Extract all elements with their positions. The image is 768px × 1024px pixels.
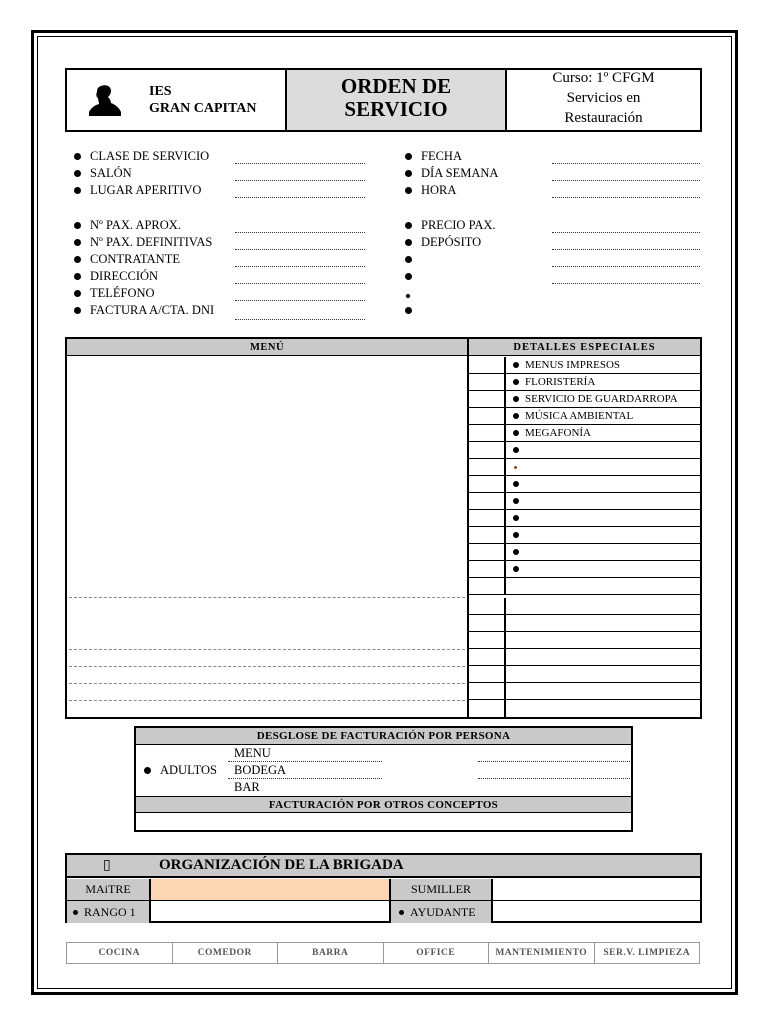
field-label: DIRECCIÓN [90,269,159,283]
field-deposito [405,234,481,251]
detail-check-cell[interactable] [469,425,506,441]
billing-item-bar: BAR [234,780,260,794]
detail-check-cell[interactable] [469,357,506,373]
bullet-icon [144,767,151,774]
adults-label [144,763,217,778]
billing-header: DESGLOSE DE FACTURACIÓN POR PERSONA [136,728,631,745]
bullet-icon [513,447,519,453]
field-label: FECHA [421,149,462,163]
brigade-icon: ▯ [103,858,111,873]
detail-label: MÚSICA AMBIENTAL [525,410,634,422]
detail-check-cell[interactable] [469,632,506,648]
bullet-icon [513,413,519,419]
pax-definitivas-input[interactable] [235,249,365,250]
billing-item-bodega: BODEGA [234,763,287,777]
detail-row[interactable] [469,632,700,649]
field-precio-pax [405,217,496,234]
bullet-icon [405,273,412,280]
field-label: DÍA SEMANA [421,166,499,180]
detail-row[interactable] [469,374,700,391]
detail-row[interactable] [469,476,700,493]
bullet-icon [405,256,412,263]
course-line-3: Restauración [564,110,643,126]
bullet-icon [405,239,412,246]
billing-table [134,726,633,832]
bullet-icon [74,170,81,177]
bullet-icon [405,307,412,314]
bullet-icon [399,910,404,915]
bullet-icon [74,239,81,246]
field-telefono [74,285,155,302]
sumiller-input[interactable] [493,879,700,901]
bullet-icon [513,532,519,538]
bullet-icon [74,256,81,263]
detail-row[interactable] [469,700,700,717]
menu-dash-line [69,700,465,701]
tab-mantenimiento[interactable]: MANTENIMIENTO [489,943,595,963]
bullet-icon [513,515,519,521]
detail-check-cell[interactable] [469,544,506,560]
brigade-title: ORGANIZACIÓN DE LA BRIGADA [159,857,404,873]
pax-aprox-input[interactable] [235,232,365,233]
school-block [67,70,287,130]
factura-dni-input[interactable] [235,319,365,320]
billing-other-input[interactable] [136,814,631,830]
detail-check-cell[interactable] [469,442,506,458]
maitre-input[interactable] [151,879,391,901]
field-hora [405,182,456,199]
rango-text: RANGO 1 [84,904,136,919]
field-fecha [405,148,462,165]
detail-row[interactable] [469,649,700,666]
bullet-icon [513,549,519,555]
detail-row[interactable] [469,578,700,595]
detail-check-cell[interactable] [469,493,506,509]
field-label: TELÉFONO [90,286,155,300]
fecha-input[interactable] [552,163,700,164]
detail-check-cell[interactable] [469,459,506,475]
detail-check-cell[interactable] [469,615,506,631]
field-label: Nº PAX. APROX. [90,218,181,232]
detail-row[interactable] [469,615,700,632]
menu-text-area[interactable] [67,357,467,717]
bullet-icon [405,170,412,177]
tab-barra[interactable]: BARRA [278,943,384,963]
menu-dash-line [69,597,465,598]
detail-row[interactable] [469,598,700,615]
precio-pax-input[interactable] [552,232,700,233]
telefono-input[interactable] [235,300,365,301]
detail-row[interactable] [469,666,700,683]
course-line-2: Servicios en [566,90,641,106]
dia-semana-input[interactable] [552,180,700,181]
detail-row[interactable] [469,425,700,442]
detail-check-cell[interactable] [469,598,506,614]
bullet-icon [513,379,519,385]
brigade-header [67,855,700,878]
field-label: HORA [421,183,457,197]
title-line-2: SERVICIO [344,97,448,121]
bullet-icon [74,273,81,280]
detail-row[interactable] [469,561,700,578]
bullet-icon [74,187,81,194]
detail-label: MENUS IMPRESOS [525,359,621,371]
field-lugar-aperitivo [74,182,201,199]
detail-row[interactable] [469,527,700,544]
school-line-1: IES [149,84,172,99]
billing-item-menu: MENU [234,746,271,760]
ayudante-label [391,901,493,923]
rango-label [67,901,151,923]
field-salon [74,165,132,182]
adults-text: ADULTOS [160,763,217,777]
details-header: DETALLES ESPECIALES [469,339,700,356]
detail-check-cell[interactable] [469,527,506,543]
blank-1-input[interactable] [552,266,700,267]
bullet-icon [514,466,517,469]
menu-dash-line [69,666,465,667]
detail-check-cell[interactable] [469,374,506,390]
field-pax-definitivas [74,234,212,251]
title-line-1: ORDEN DE [340,74,452,98]
field-label: CONTRATANTE [90,252,180,266]
contratante-input[interactable] [235,266,365,267]
detail-check-cell[interactable] [469,391,506,407]
detail-check-cell[interactable] [469,578,506,594]
field-label: Nº PAX. DEFINITIVAS [90,235,213,249]
detail-check-cell[interactable] [469,408,506,424]
salon-input[interactable] [235,180,365,181]
bullet-icon [74,153,81,160]
field-label: DEPÓSITO [421,235,482,249]
billing-other-header: FACTURACIÓN POR OTROS CONCEPTOS [136,796,631,813]
bullet-icon [405,153,412,160]
detail-row[interactable] [469,683,700,700]
bullet-icon [513,498,519,504]
bullet-icon [405,187,412,194]
detail-check-cell[interactable] [469,666,506,682]
billing-menu-input[interactable] [478,761,630,762]
school-line-2: GRAN CAPITAN [149,101,257,116]
detail-row[interactable] [469,391,700,408]
field-label: SALÓN [90,166,132,180]
detail-check-cell[interactable] [469,476,506,492]
course-block [507,70,700,130]
field-direccion [74,268,158,285]
bullet-icon [74,307,81,314]
detail-row[interactable] [469,408,700,425]
field-blank-4 [405,302,421,319]
ayudante-text: AYUDANTE [410,904,476,919]
department-tabs [66,942,700,964]
detail-row[interactable] [469,493,700,510]
menu-dash-line [69,683,465,684]
school-logo-icon [87,82,123,118]
detail-check-cell[interactable] [469,683,506,699]
field-contratante [74,251,180,268]
billing-line [228,778,382,779]
ayudante-input[interactable] [493,901,700,923]
detail-check-cell[interactable] [469,561,506,577]
field-blank-2 [405,268,421,285]
field-pax-aprox [74,217,181,234]
tab-comedor[interactable]: COMEDOR [173,943,279,963]
bullet-icon [513,566,519,572]
hora-input[interactable] [552,197,700,198]
field-label: CLASE DE SERVICIO [90,149,210,163]
bullet-icon [74,222,81,229]
detail-label: SERVICIO DE GUARDARROPA [525,393,678,405]
field-label: LUGAR APERITIVO [90,183,202,197]
detail-row[interactable] [469,459,700,476]
sumiller-label: SUMILLER [391,879,493,901]
lugar-aperitivo-input[interactable] [235,197,365,198]
detail-check-cell[interactable] [469,649,506,665]
detail-row[interactable] [469,357,700,374]
bullet-icon [513,481,519,487]
detail-label: MEGAFONÍA [525,427,591,439]
brigade-table [65,853,702,923]
bullet-icon [73,910,78,915]
tab-office[interactable]: OFFICE [384,943,490,963]
direccion-input[interactable] [235,283,365,284]
detail-check-cell[interactable] [469,700,506,717]
course-line-1: Curso: 1º CFGM [552,70,655,86]
menu-dash-line [69,649,465,650]
field-clase-servicio [74,148,209,165]
bullet-icon [405,222,412,229]
deposito-input[interactable] [552,249,700,250]
detail-row[interactable] [469,510,700,527]
bullet-icon [406,294,410,298]
document-title [287,70,507,130]
bullet-icon [513,430,519,436]
detail-row[interactable] [469,442,700,459]
school-name [149,83,256,117]
maitre-label: MAiTRE [67,879,151,901]
billing-line [228,761,382,762]
blank-2-input[interactable] [552,283,700,284]
tab-cocina[interactable]: COCINA [67,943,173,963]
detail-row[interactable] [469,544,700,561]
field-blank-1 [405,251,421,268]
field-factura-dni [74,302,214,319]
form-header [65,68,702,132]
field-dia-semana [405,165,498,182]
detail-check-cell[interactable] [469,510,506,526]
menu-details-table [65,337,702,719]
detail-label: FLORISTERÍA [525,376,596,388]
field-label: FACTURA A/CTA. DNI [90,303,215,317]
bullet-icon [513,396,519,402]
menu-header: MENÚ [67,339,469,356]
bullet-icon [74,290,81,297]
field-label: PRECIO PAX. [421,218,496,232]
bullet-icon [513,362,519,368]
tab-limpieza[interactable]: SER.V. LIMPIEZA [603,948,691,958]
billing-bodega-input[interactable] [478,778,630,779]
rango-input[interactable] [151,901,391,923]
clase-servicio-input[interactable] [235,163,365,164]
